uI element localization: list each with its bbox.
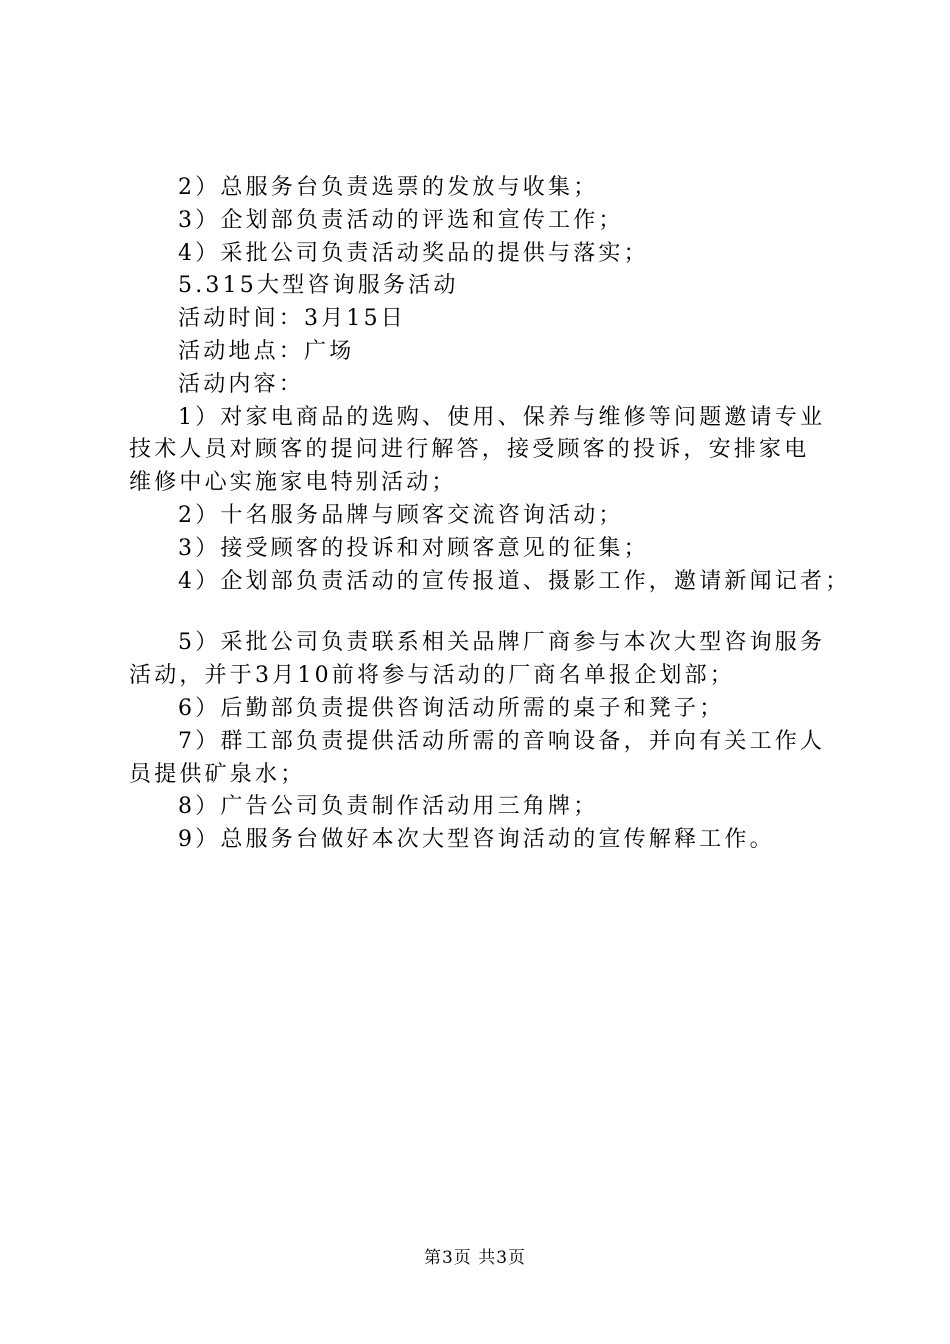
text-line: 技术人员对顾客的提问进行解答，接受顾客的投诉，安排家电 xyxy=(129,437,810,463)
text-line: 6）后勤部负责提供咨询活动所需的桌子和凳子； xyxy=(178,695,725,721)
document-body xyxy=(129,172,851,857)
paragraph-group-2 xyxy=(129,627,841,857)
text-line: 3）企划部负责活动的评选和宣传工作； xyxy=(178,207,624,233)
text-line: 8）广告公司负责制作活动用三角牌； xyxy=(178,794,599,820)
text-line: 2）总服务台负责选票的发放与收集； xyxy=(178,175,599,200)
text-line: 活动内容： xyxy=(178,371,305,397)
paragraph-group-1 xyxy=(129,172,851,598)
text-line: 5）采批公司负责联系相关品牌厂商参与本次大型咨询服务 xyxy=(178,630,826,656)
text-line: 活动时间：3月15日 xyxy=(178,306,406,332)
text-line: 2）十名服务品牌与顾客交流咨询活动； xyxy=(178,502,624,528)
text-line: 员提供矿泉水； xyxy=(129,761,306,787)
text-line: 3）接受顾客的投诉和对顾客意见的征集； xyxy=(178,535,649,561)
text-line: 活动，并于3月10前将参与活动的厂商名单报企划部； xyxy=(129,663,735,689)
paragraph-gap xyxy=(129,598,841,627)
page-footer: 第3页 共3页 xyxy=(423,1248,527,1268)
text-line: 4）采批公司负责活动奖品的提供与落实； xyxy=(178,240,649,266)
text-line: 7）群工部负责提供活动所需的音响设备，并向有关工作人 xyxy=(178,728,826,754)
text-line: 活动地点：广场 xyxy=(178,338,355,364)
text-line: 5.315大型咨询服务活动 xyxy=(178,273,459,299)
text-line: 4）企划部负责活动的宣传报道、摄影工作，邀请新闻记者； xyxy=(178,568,851,594)
text-line: 1）对家电商品的选购、使用、保养与维修等问题邀请专业 xyxy=(178,404,826,430)
text-line: 维修中心实施家电特别活动； xyxy=(129,470,457,496)
text-line: 9）总服务台做好本次大型咨询活动的宣传解释工作。 xyxy=(178,827,775,853)
